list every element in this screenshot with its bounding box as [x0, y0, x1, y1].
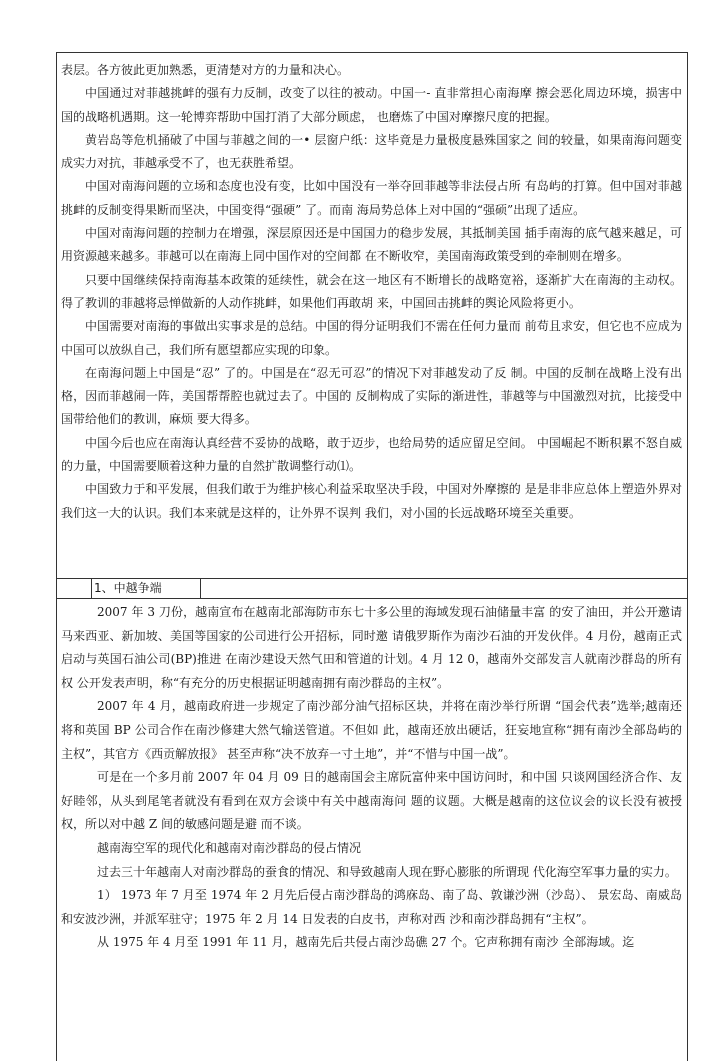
paragraph: 过去三十年越南人对南沙群岛的蚕食的情况、和导致越南人现在野心膨胀的所谓现 代化海空军事力量的实力。 — [97, 864, 677, 879]
text-box-bottom — [56, 598, 688, 1061]
paragraph: 中国对南海问题的控制力在增强，深层原因还是中国国力的稳步发展，其抵制美国 插手南海的底气越来越足，可用资源越来越多。菲越可以在南海上同中国作对的空间都 在不断收窄，美国南海政策受到的牵制则在增多。 — [61, 226, 682, 264]
section-label-row — [56, 579, 688, 598]
text-box-top — [56, 52, 688, 579]
section-heading: 越南海空军的现代化和越南对南沙群岛的侵占情况 — [97, 840, 362, 855]
paragraph: 从 1975 年 4 月至 1991 年 11 月，越南先后共侵占南沙岛礁 27 个。它声称拥有南沙 全部海域。迄 — [97, 935, 635, 950]
section-label: 1、中越争端 — [91, 579, 201, 598]
paragraph: 只要中国继续保持南海基本政策的延续性，就会在这一地区有不断增长的战略宽裕，逐渐扩大在南海的主动权。得了教训的菲越将忌惮做新的人动作挑衅，如果他们再敢胡 来，中国回击挑衅的舆论风险将更小。 — [61, 272, 682, 310]
paragraph: 中国今后也应在南海认真经营不妥协的战略，敢于迈步，也给局势的适应留足空间。 中国崛起不断积累不怒自威的力量，中国需要顺着这种力量的自然扩散调整行动⑴。 — [61, 435, 682, 474]
paragraph: 表层。各方彼此更加熟悉，更清楚对方的力量和决心。 — [61, 63, 350, 77]
list-item: 1） 1973 年 7 月至 1974 年 2 月先后侵占南沙群岛的鸿庥岛、南了岛、敦谦沙洲（沙岛）、 景宏岛、南威岛和安波沙洲，并派军驻守；1975 年 2 月 14 日发表的白皮书，声称对西 沙和南沙群岛拥有“主权”。 — [61, 888, 682, 926]
paragraph: 中国致力于和平发展，但我们敢于为维护核心利益采取坚决手段，中国对外摩擦的 是是非非应总体上塑造外界对我们这一大的认识。我们本来就是这样的，让外界不误判 我们，对小国的长远战略环境至关重要。 — [61, 482, 682, 520]
paragraph: 可是在一个多月前 2007 年 04 月 09 日的越南国会主席阮富仲来中国访问时，和中国 只谈网国经济合作、友好睦邻，从头到尾笔者就没有看到在双方会谈中有关中越南海问 题的议题。大概是越南的这位议会的议长没有被授权，所以对中越 Z 间的敏感问题是避 而不谈。 — [61, 770, 682, 832]
paragraph: 黄岩岛等危机捅破了中国与菲越之间的一• 层窗户纸：这毕竟是力量极度悬殊国家之 间的较量，如果南海问题变成实力对抗，菲越承受不了，也无获胜希望。 — [61, 132, 682, 171]
paragraph: 中国通过对菲越挑衅的强有力反制，改变了以往的被动。中国一- 直非常担心南海摩 擦会恶化周边环境，损害中国的战略机遇期。这一轮博弈帮助中国打消了大部分顾虑， 也磨炼了中国对摩擦尺度的把握。 — [61, 86, 682, 124]
paragraph: 中国需要对南海的事做出实事求是的总结。中国的得分证明我们不需在任何力量而 前苟且求安，但它也不应成为中国可以放纵自己，我们所有愿望都应实现的印象。 — [61, 319, 682, 357]
paragraph: 在南海问题上中国是“忍” 了的。中国是在“忍无可忍”的情况下对菲越发动了反 制。中国的反制在战略上没有出格，因而菲越闹一阵，美国帮帮腔也就过去了。中国的 反制构成了实际的渐进性，菲越等与中国激烈对抗，比接受中国带给他们的教训，麻烦 要大得多。 — [61, 365, 682, 427]
paragraph: 2007 年 3 刀份，越南宣布在越南北部海防市东七十多公里的海域发现石油储量丰富 的安了油田，并公开邀请马来西亚、新加坡、美国等国家的公司进行公开招标，同时邀 请俄罗斯作为南沙石油的开发伙伴。4 月份，越南正式启动与英国石油公司(BP)推进 在南沙建设天然气田和管道的计划。4 月 12 0，越南外交部发言人就南沙群岛的所有权 公开发表声明，称“有充分的历史根据证明越南拥有南沙群岛的主权”。 — [61, 605, 682, 690]
paragraph: 2007 年 4 月，越南政府进一步规定了南沙部分油气招标区块，并将在南沙举行所谓 “国会代表”选举;越南还将和英国 BP 公司合作在南沙修建大然气输送管道。不但如 此，越南还放出硬话，狂妄地宣称“拥有南沙全部岛屿的主权”，其官方《西贡解放报》 甚至声称“决不放弃一寸土地”，并“不惜与中国一战”。 — [61, 699, 682, 761]
paragraph: 中国对南海问题的立场和态度也没有变，比如中国没有一举夺回菲越等非法侵占所 有岛屿的打算。但中国对菲越挑衅的反制变得果断而坚决，中国变得“强硬” 了。而南 海局势总体上对中国的“强硕”出现了适应。 — [61, 179, 682, 217]
